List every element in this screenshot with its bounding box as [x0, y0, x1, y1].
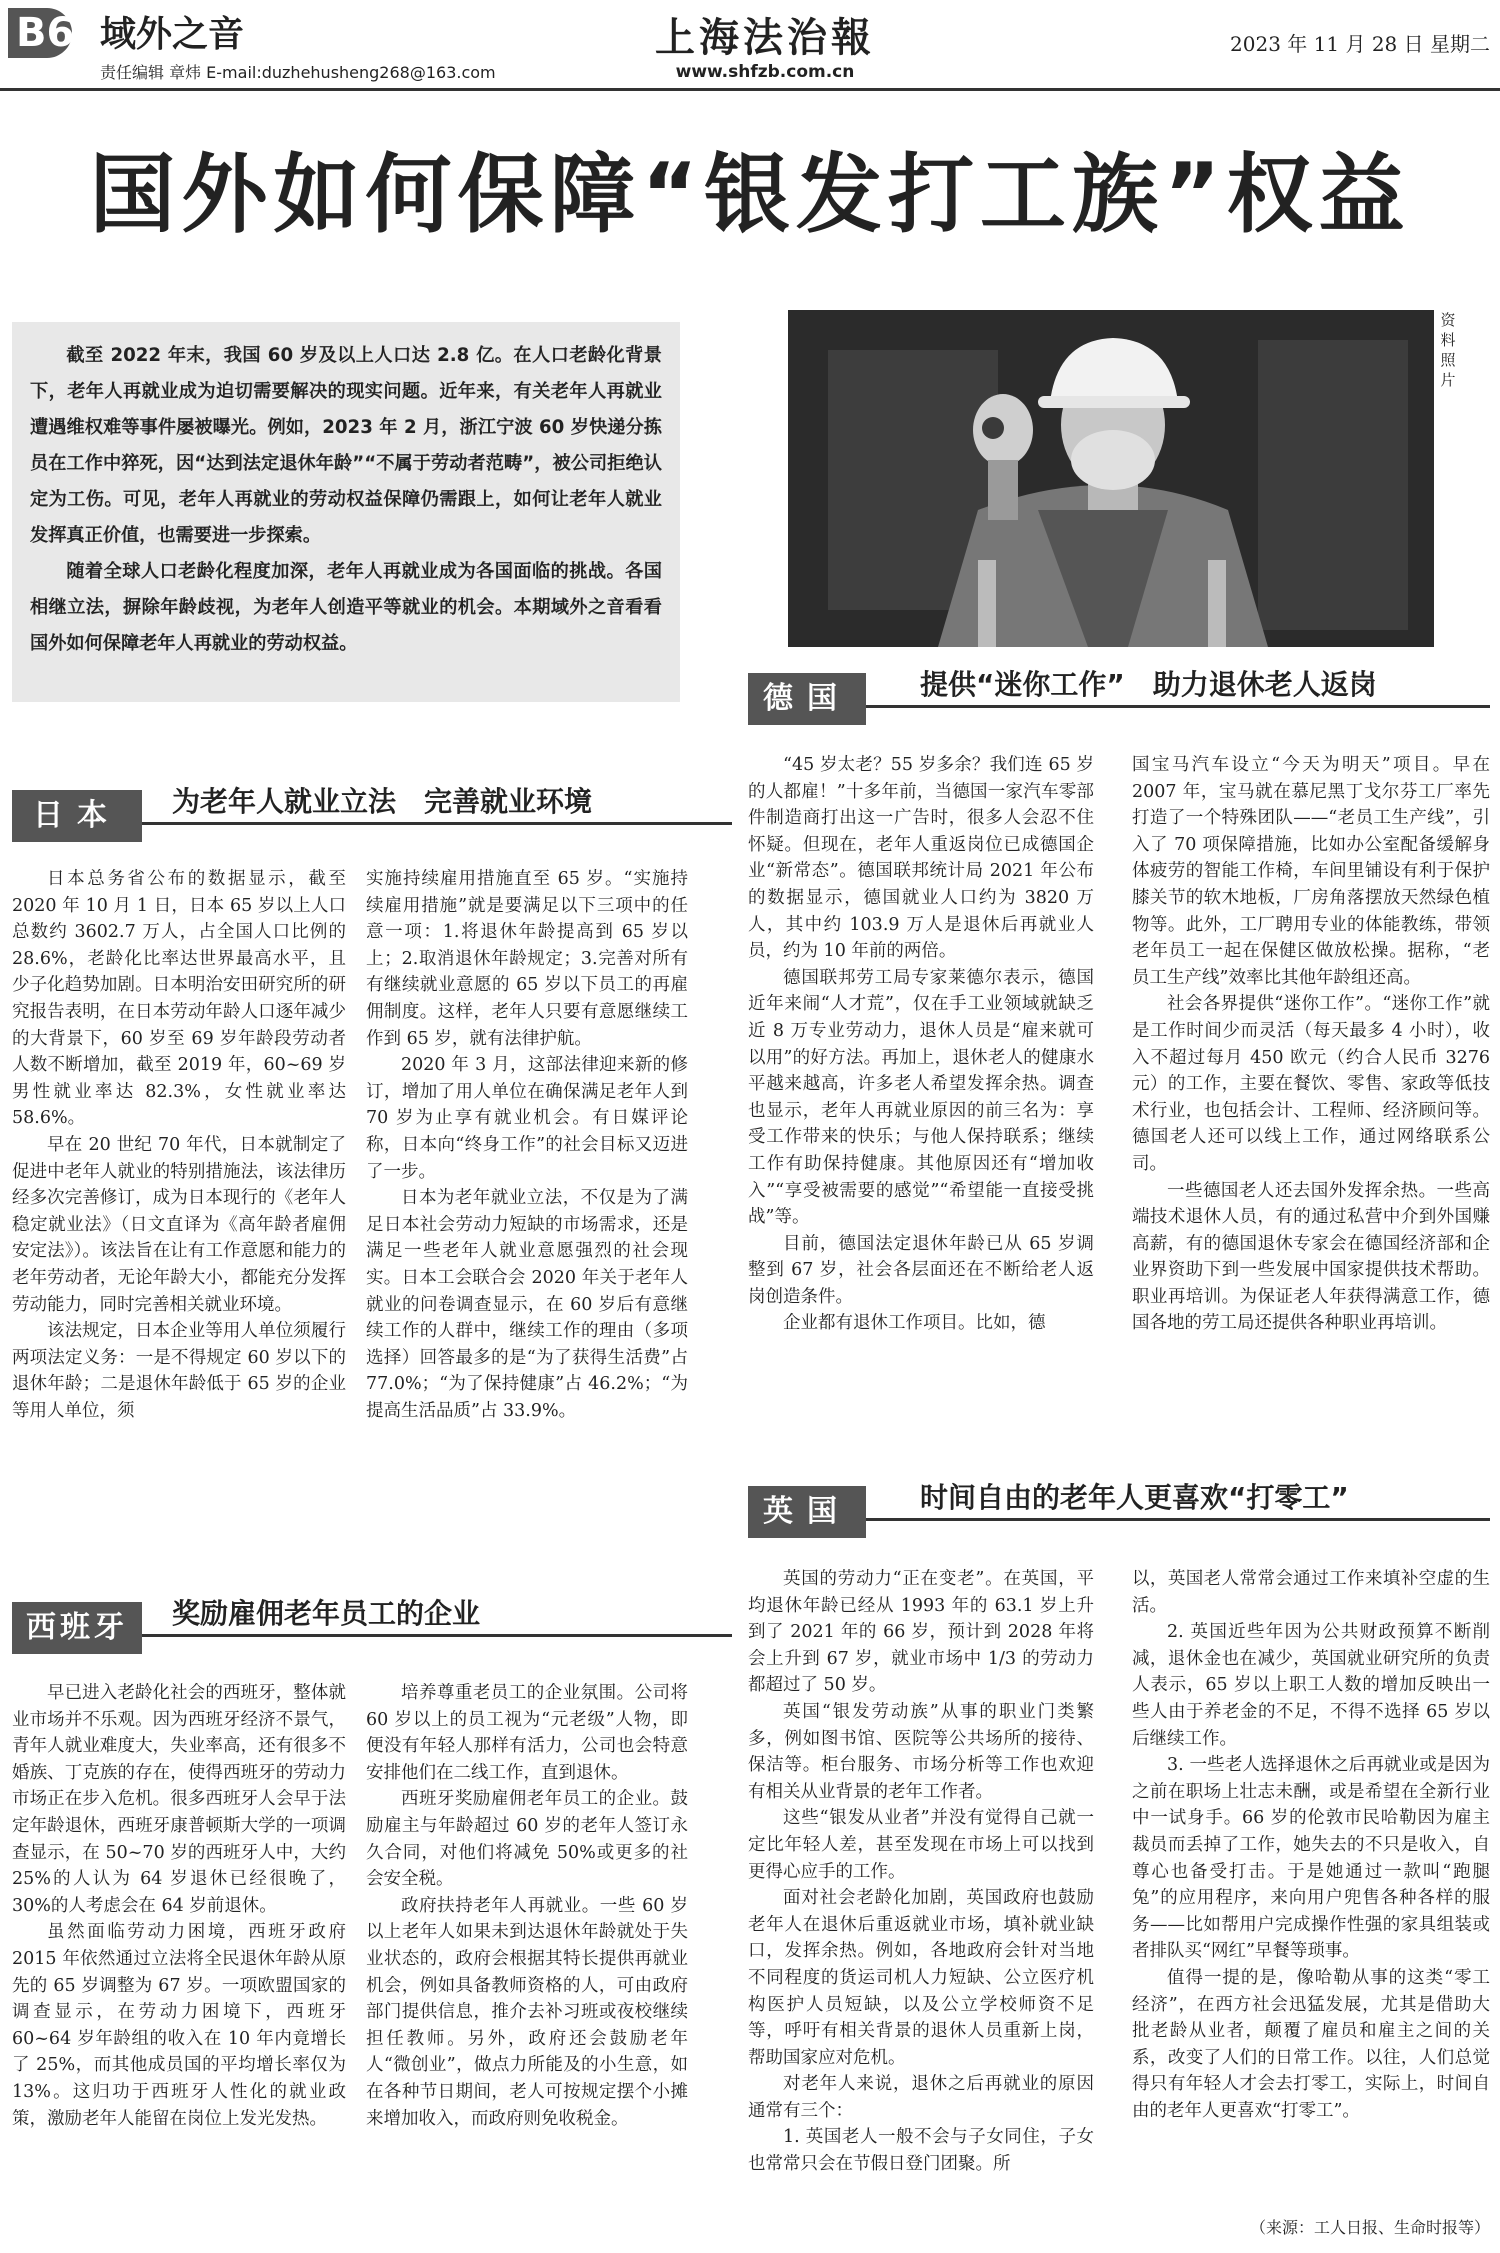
article-paragraph: 政府扶持老年人再就业。一些 60 岁以上老年人如果未到达退休年龄就处于失业状态的，政府会根据其特长提供再就业机会，例如具备教师资格的人，可由政府部门提供信息，推介去补习班或夜校继续担任教师。另外，政府还会鼓励老年人“微创业”，做点力所能及的小生意，如在各种节日期间，老人可按规定摆个小摊来增加收入，而政府则免收税金。	[366, 1895, 688, 2129]
photo-caption: 资料照片	[1440, 311, 1456, 389]
section-title-japan: 为老年人就业立法 完善就业环境	[172, 785, 593, 818]
article-paragraph: 国宝马汽车设立“今天为明天”项目。早在 2007 年，宝马就在慕尼黑丁戈尔芬工厂率先打造了一个特殊团队——“老员工生产线”，引入了 70 项保障措施，比如办公室配备缓解身体疲劳的智能工作椅，车间里铺设有利于保护膝关节的软木地板，厂房角落摆放天然绿色植物等。此外，工厂聘用专业的体能教练，带领老年员工一起在保健区做放松操。据称，“老员工生产线”效率比其他年龄组还高。	[1132, 755, 1490, 988]
column-name: 域外之音	[100, 14, 245, 55]
germany-column-1	[748, 752, 1094, 1337]
article-paragraph: 对老年人来说，退休之后再就业的原因通常有三个：	[748, 2074, 1094, 2121]
article-paragraph: “45 岁太老？55 岁多余？我们连 65 岁的人都雇！”十多年前，当德国一家汽车零部件制造商打出这一广告时，很多人会忍不住怀疑。但现在，老年人重返岗位已成德国企业“新常态”。德国联邦统计局 2021 年公布的数据显示，德国就业人口约为 3820 万人，其中约 103.9 万人是退休后再就业人员，约为 10 年前的两倍。	[748, 755, 1094, 962]
article-paragraph: 2020 年 3 月，这部法律迎来新的修订，增加了用人单位在确保满足老年人到 70 岁为止享有就业机会。有日媒评论称，日本向“终身工作”的社会目标又迈进了一步。	[366, 1055, 688, 1182]
article-paragraph: 值得一提的是，像哈勒从事的这类“零工经济”，在西方社会迅猛发展，尤其是借助大批老龄从业者，颠覆了雇员和雇主之间的关系，改变了人们的日常工作。以往，人们总觉得只有年轻人才会去打零工，实际上，时间自由的老年人更喜欢“打零工”。	[1132, 1967, 1490, 2121]
worker-photo	[788, 310, 1434, 647]
section-tag-spain: 西班牙	[12, 1602, 142, 1654]
article-paragraph: 早在 20 世纪 70 年代，日本就制定了促进中老年人就业的特别措施法，该法律历经多次完善修订，成为日本现行的《老年人稳定就业法》（日文直译为《高年龄者雇佣安定法》）。该法旨在让有工作意愿和能力的老年劳动者，无论年龄大小，都能充分发挥劳动能力，同时完善相关就业环境。	[12, 1134, 346, 1315]
article-paragraph: 企业都有退休工作项目。比如，德	[783, 1313, 1046, 1334]
uk-column-2	[1132, 1566, 1490, 2124]
article-paragraph: 社会各界提供“迷你工作”。“迷你工作”就是工作时间少而灵活（每天最多 4 小时），收入不超过每月 450 欧元（约合人民币 3276 元）的工作，主要在餐饮、零售、家政等低技术行业，也包括会计、工程师、经济顾问等。德国老人还可以线上工作，通过网络联系公司。	[1132, 994, 1490, 1174]
germany-column-2	[1132, 752, 1490, 1337]
editor-line: 责任编辑 章炜 E-mail:duzhehusheng268@163.com	[100, 63, 496, 82]
worker-photo-illustration	[788, 310, 1434, 647]
article-paragraph: 英国“银发劳动族”从事的职业门类繁多，例如图书馆、医院等公共场所的接待、保洁等。柜台服务、市场分析等工作也欢迎有相关从业背景的老年工作者。	[748, 1701, 1094, 1802]
germany-section-header	[748, 665, 1490, 721]
newspaper-masthead: 上海法治報	[655, 14, 875, 61]
article-paragraph: 以，英国老人常常会通过工作来填补空虚的生活。	[1132, 1569, 1490, 1616]
page-number-badge: B6	[8, 8, 72, 58]
spain-column-1	[12, 1680, 346, 2132]
section-title-germany: 提供“迷你工作” 助力退休老人返岗	[920, 668, 1377, 701]
article-paragraph: 德国联邦劳工局专家莱德尔表示，德国近年来闹“人才荒”，仅在手工业领域就缺乏近 8 万专业劳动力，退休人员是“雇来就可以用”的好方法。再加上，退休老人的健康水平越来越高，许多老人希望发挥余热。调查也显示，老年人再就业原因的前三名为：享受工作带来的快乐；与他人保持联系；继续工作有助保持健康。其他原因还有“增加收入”“享受被需要的感觉”“希望能一直接受挑战”等。	[748, 967, 1094, 1228]
article-source: （来源：工人日报、生命时报等）	[1249, 2218, 1490, 2237]
article-paragraph: 西班牙奖励雇佣老年员工的企业。鼓励雇主与年龄超过 60 岁的老年人签订永久合同，对他们将减免 50%或更多的社会安全税。	[366, 1789, 688, 1890]
section-title-uk: 时间自由的老年人更喜欢“打零工”	[920, 1481, 1349, 1514]
intro-box	[12, 322, 680, 702]
article-paragraph: 实施持续雇用措施直至 65 岁。“实施持续雇用措施”就是要满足以下三项中的任意一项：1.将退休年龄提高到 65 岁以上；2.取消退休年龄规定；3.完善对所有有继续就业意愿的 65 岁以下员工的再雇佣制度。这样，老年人只要有意愿继续工作到 65 岁，就有法律护航。	[366, 869, 688, 1049]
japan-column-2	[366, 866, 688, 1424]
article-paragraph: 日本总务省公布的数据显示，截至 2020 年 10 月 1 日，日本 65 岁以上人口总数约 3602.7 万人，占全国人口比例的 28.6%，老龄化比率达世界最高水平，且少子化趋势加剧。日本明治安田研究所的研究报告表明，在日本劳动年龄人口逐年减少的大背景下，60 岁至 69 岁年龄段劳动者人数不断增加，截至 2019 年，60~69 岁男性就业率达 82.3%，女性就业率达 58.6%。	[12, 869, 346, 1129]
article-paragraph: 该法规定，日本企业等用人单位须履行两项法定义务：一是不得规定 60 岁以下的退休年龄；二是退休年龄低于 65 岁的企业等用人单位，须	[12, 1321, 346, 1421]
intro-paragraph: 截至 2022 年末，我国 60 岁及以上人口达 2.8 亿。在人口老龄化背景下，老年人再就业成为迫切需要解决的现实问题。近年来，有关老年人再就业遭遇维权难等事件屡被曝光。例如，2023 年 2 月，浙江宁波 60 岁快递分拣员在工作中猝死，因“达到法定退休年龄”“不属于劳动者范畴”，被公司拒绝认定为工伤。可见，老年人再就业的劳动权益保障仍需跟上，如何让老年人就业发挥真正价值，也需要进一步探索。	[30, 345, 662, 546]
section-tag-japan: 日本	[12, 790, 142, 842]
article-paragraph: 早已进入老龄化社会的西班牙，整体就业市场并不乐观。因为西班牙经济不景气，青年人就业难度大，失业率高，还有很多不婚族、丁克族的存在，使得西班牙的劳动力市场正在步入危机。很多西班牙人会早于法定年龄退休，西班牙康普顿斯大学的一项调查显示，在 50~70 岁的西班牙人中，大约 25%的人认为 64 岁退休已经很晚了，30%的人考虑会在 64 岁前退休。	[12, 1683, 346, 1916]
article-paragraph: 英国的劳动力“正在变老”。在英国，平均退休年龄已经从 1993 年的 63.1 岁上升到了 2021 年的 66 岁，预计到 2028 年将会上升到 67 岁，就业市场中 1/3 的劳动力都超过了 50 岁。	[748, 1569, 1094, 1696]
intro-paragraph: 随着全球人口老龄化程度加深，老年人再就业成为各国面临的挑战。各国相继立法，摒除年龄歧视，为老年人创造平等就业的机会。本期域外之音看看国外如何保障老年人再就业的劳动权益。	[30, 561, 662, 654]
article-paragraph: 这些“银发从业者”并没有觉得自己就一定比年轻人差，甚至发现在市场上可以找到更得心应手的工作。	[748, 1808, 1094, 1882]
article-paragraph: 日本为老年就业立法，不仅是为了满足日本社会劳动力短缺的市场需求，还是满足一些老年人就业意愿强烈的社会现实。日本工会联合会 2020 年关于老年人就业的问卷调查显示，在 60 岁后有意继续工作的人群中，继续工作的理由（多项选择）回答最多的是“为了获得生活费”占 77.0%；“为了保持健康”占 46.2%；“为提高生活品质”占 33.9%。	[366, 1188, 688, 1421]
uk-section-header	[748, 1478, 1490, 1534]
page-headline: 国外如何保障“银发打工族”权益	[89, 145, 1411, 245]
spain-column-2	[366, 1680, 688, 2132]
section-tag-germany: 德国	[748, 673, 866, 725]
article-paragraph: 培养尊重老员工的企业氛围。公司将 60 岁以上的员工视为“元老级”人物，即便没有年轻人那样有活力，公司也会特意安排他们在二线工作，直到退休。	[366, 1683, 688, 1783]
section-tag-uk: 英国	[748, 1486, 866, 1538]
section-rule	[866, 1518, 1490, 1521]
section-rule	[142, 1634, 732, 1637]
article-paragraph: 目前，德国法定退休年龄已从 65 岁调整到 67 岁，社会各层面还在不断给老人返岗创造条件。	[748, 1233, 1094, 1307]
article-paragraph: 3. 一些老人选择退休之后再就业或是因为之前在职场上壮志未酬，或是希望在全新行业中一试身手。66 岁的伦敦市民哈勒因为雇主裁员而丢掉了工作，她失去的不只是收入，自尊心也备受打击。于是她通过一款叫“跑腿兔”的应用程序，来向用户兜售各种各样的服务——比如帮用户完成操作性强的家具组装或者排队买“网红”早餐等琐事。	[1132, 1755, 1490, 1962]
article-paragraph: 虽然面临劳动力困境，西班牙政府 2015 年依然通过立法将全民退休年龄从原先的 65 岁调整为 67 岁。一项欧盟国家的调查显示，在劳动力困境下，西班牙 60~64 岁年龄组的收入在 10 年内竟增长了 25%，而其他成员国的平均增长率仅为 13%。这归功于西班牙人性化的就业政策，激励老年人能留在岗位上发光发热。	[12, 1922, 346, 2129]
article-paragraph: 2. 英国近些年因为公共财政预算不断削减，退休金也在减少，英国就业研究所的负责人表示，65 岁以上职工人数的增加反映出一些人由于养老金的不足，不得不选择 65 岁以后继续工作。	[1132, 1622, 1490, 1749]
article-paragraph: 一些德国老人还去国外发挥余热。一些高端技术退休人员，有的通过私营中介到外国赚高薪，有的德国退休专家会在德国经济部和企业界资助下到一些发展中国家提供技术帮助。职业再培训。为保证老人年获得满意工作，德国各地的劳工局还提供各种职业再培训。	[1132, 1180, 1490, 1334]
japan-column-1	[12, 866, 346, 1424]
article-paragraph: 1. 英国老人一般不会与子女同住，子女也常常只会在节假日登门团聚。所	[748, 2127, 1094, 2175]
uk-column-1	[748, 1566, 1094, 2178]
japan-section-header	[12, 782, 732, 838]
spain-section-header	[12, 1594, 732, 1650]
issue-date: 2023 年 11 月 28 日 星期二	[1230, 32, 1490, 56]
website-link[interactable]: www.shfzb.com.cn	[675, 62, 855, 82]
section-rule	[866, 705, 1490, 708]
section-title-spain: 奖励雇佣老年员工的企业	[172, 1597, 481, 1630]
article-paragraph: 面对社会老龄化加剧，英国政府也鼓励老年人在退休后重返就业市场，填补就业缺口，发挥余热。例如，各地政府会针对当地不同程度的货运司机人力短缺、公立医疗机构医护人员短缺，以及公立学校师资不足等，呼吁有相关背景的退休人员重新上岗，帮助国家应对危机。	[748, 1888, 1094, 2068]
header-divider	[0, 88, 1500, 91]
section-rule	[142, 822, 732, 825]
